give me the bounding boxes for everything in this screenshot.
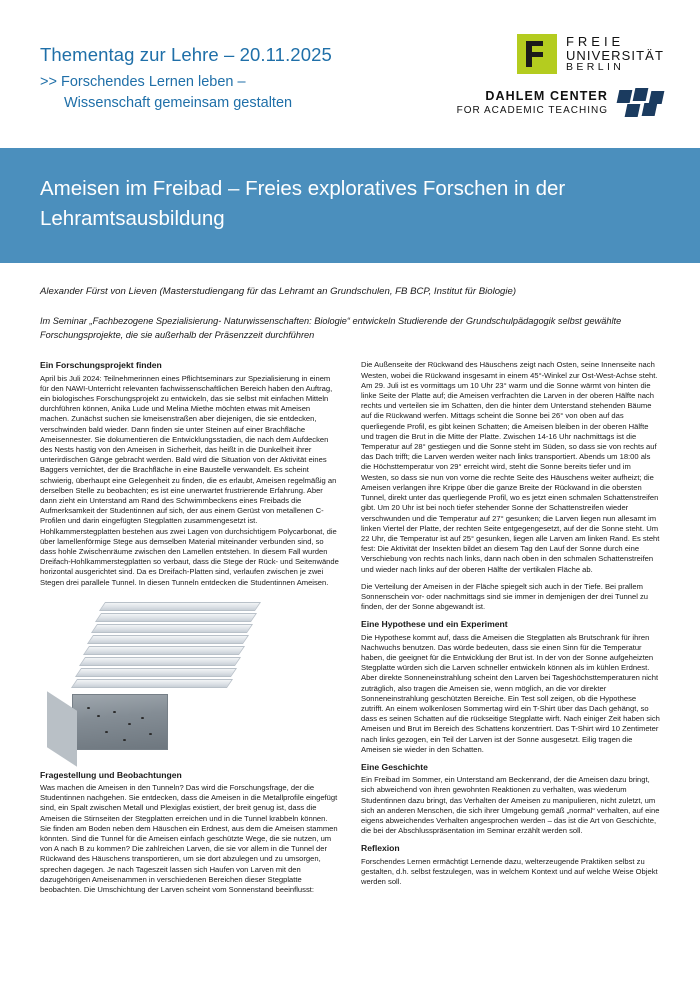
fu-berlin-logo [517, 34, 664, 74]
right-paragraph-2: Die Verteilung der Ameisen in der Fläche spiegelt sich auch in der Tiefe. Bei prallem Sonnenschein vor- oder nachmittags sind sie immer in demjenigen der drei Tunnel zu finden, der der Sonne abgewandt ist. [361, 581, 649, 612]
right-section4-heading: Reflexion [361, 843, 400, 854]
fu-seal-icon [517, 34, 557, 74]
poster-title: Ameisen im Freibad – Freies exploratives Forschen in der Lehramtsausbildung [40, 177, 566, 230]
author-line: Alexander Fürst von Lieven (Masterstudiengang für das Lehramt an Grundschulen, FB BCP, Institut für Biologie) [40, 286, 517, 298]
dahlem-center-text [457, 89, 608, 117]
document-meta [0, 263, 700, 342]
right-section3-heading: Eine Geschichte [361, 761, 428, 772]
header-left [40, 34, 332, 148]
fu-logo-text [566, 34, 664, 73]
left-column [40, 360, 339, 895]
dahlem-line2: FOR ACADEMIC TEACHING [456, 104, 608, 116]
left-section1-paragraph: April bis Juli 2024: Teilnehmerinnen eines Pflichtseminars zur Spezialisierung in einem für den NAWI-Unterricht relevanten fachwissenschaftlichen Bereich haben den Auftrag, ein biologisches Forschungsprojekt zu entwickeln, das sie selbst mit einfachen Mitteln durchführen können, Anika Lude und Melina Miethe möchten etwas mit Ameisen machen. Zunächst suchen sie kmeisenstraßen aber diejenigen, die sie entdecken, verschwinden bald wieder. Dann finden sie unter Steinen auf einer Brachfläche Ameisennester. Sie dokumentieren die Entwicklungsstadien, die nach dem Aufdecken des Nests hastig von den Ameisen in Sicherheit, das heißt in die Dunkelheit ihrer unterirdischen Gänge gebracht werden. Bald wird die Situation von der Aktivität eines Baggers vernichtet, der die Brachfläche in eine Baustelle verwandelt. Es scheint schwierig, überhaupt eine Gelegenheit zu finden, die es erlaubt, Ameisen regelmäßig an derselben Stelle zu beobachten; es ist eine unerwartet frustrierende Erfahrung. Aber dann zieht ein Unterstand am Rand des Schwimmbeckens eines Freibads die Aufmerksamkeit der Studentinnen auf sich, der aus einem Gerüst von metallenen C-Profilen und darin eingefügten Stegplatten zusammengesetzt ist. Hohlkammerstegplatten bestehen aus zwei Lagen von durchsichtigem Polycarbonat, die über lamellenförmige Stege aus demselben Material miteinander verbunden sind, so dass hohle Zwischenräume zwischen den Lamellen entstehen. In diesem Fall wurden Dreifach-Hohlkammerstegplatten so verbaut, dass die Stege der Rück- und Seitenwände horizontal ausgerichtet sind. Da es Dreifach-Platten sind, verlaufen zwischen je zwei Stegen drei parallele Tunnel. In diesen Tunneln entdecken die Studentinnen Ameisen. [40, 373, 339, 587]
document-header [0, 0, 700, 148]
cubes-icon [618, 88, 664, 118]
dahlem-line1: DAHLEM CENTER [485, 88, 608, 103]
right-section4-paragraph: Forschendes Lernen ermächtigt Lernende dazu, welterzeugende Praktiken selbst zu gestalten, d.h. selbst festzulegen, was in welchem Kontext und auf welche Weise Objekt werden soll. [361, 856, 658, 886]
fu-logo-line2: UNIVERSITÄT [565, 47, 664, 63]
event-subtitle [40, 72, 332, 114]
abstract-text: Im Seminar „Fachbezogene Spezialisierung- Naturwissenschaften: Biologie“ entwickeln Studierende der Grundschulpädagogik selbst gewählte Forschungsprojekte, die sie außerhalb der Präsenzzeit durchführen [40, 315, 622, 340]
fu-logo-line1: FREIE [565, 34, 625, 49]
right-paragraph-1: Die Außenseite der Rückwand des Häuschens zeigt nach Osten, seine Innenseite nach Westen, wobei die Rückwand insgesamt in einem 45°-Winkel zur Ost-West-Achse steht. Am 29. Juli ist es vormittags um 10 Uhr 23° warm und die Sonne wärmt von hinten die linke Seite der Platte auf; die Ameisen verfrachten die Larven in der oberen Hälfte nach rechts und verteilen sie im Schatten, den die hinter dem Unterstand stehenden Bäume auf die Rückwand werfen. Mittags scheint die Sonne bei 26° von oben auf das querliegende Profil, es gibt keinen Schatten; die Ameisen bleiben in der oberen Hälfte und tragen die Brut in die Mitte der Platte. Zwischen 14-16 Uhr nachmittags ist die Temperatur auf 28° gestiegen und die Sonne steht im Süden, so dass sie von rechts auf das Dach trifft; die Larven werden weiter nach links transportiert. Abends um 18:00 als die Höchsttemperatur von 29° erreicht wird, steht die Sonne bereits tiefer und im Westen, so dass sie nun von vorne die rechte Seite des Häuschens weiter aufheizt; die Ameisen verlangen ihre Krippe über die ganze Breite der Rückwand in die obersten Tunnel, direkt unter das querliegende Profil, wo es jetzt einen schmalen Schattenstreifen gibt. Um 20 Uhr ist bei noch tiefer stehender Sonne der Schattenstreifen wieder verschwunden und die Temperatur auf 27° gesunken; die Larven liegen nun allesamt im linken Viertel der Platte, der rechten Seite entgegengesetzt, auf der die Sonne steht. Um 22 Uhr, die Temperatur ist auf 25° gesunken, liegen alle Larven am linken Rand. Es steht fest: Die Aktivität der Insekten bildet an diesem Tag den Lauf der Sonne durch eine Verschiebung von rechts nach links, dann nach oben in den schmalen Schattenstreifen und wieder nach links auf der oberen Hälfte der vertikalen Fläche ab. [361, 360, 660, 574]
right-section2-paragraph: Die Hypothese kommt auf, dass die Ameisen die Stegplatten als Brutschrank für ihren Nachwuchs benutzen. Das würde bedeuten, dass sie einen Sinn für die Temperatur haben, die geeignet für die Entwicklung der Brut ist. In der von der Sonne aufgeheizten Stegplatte würden sich die Larven schneller entwickeln können als im kühlen Erdnest. Aber direkte Sonneneinstrahlung scheint den Larven bei Tageshöchsttemperaturen nicht zuträglich, also tragen die Ameisen sie, wenn möglich, an die vor direkter Sonneneinstrahlung geschützten Bereiche. Ein Test soll zeigen, ob die Hypothese zutrifft. An einem wolkenlosen Sommertag wird ein T-Shirt über das Dach gehängt, so dass es seinen Schatten auf die rückseitige Stegplatte wirft. Nach einiger Zeit haben sich Ameisen und Brut im Bereich des Schattens konzentriert. Das T-Shirt wird 10 Zentimeter nach links gezogen, ein Teil der Larven ist der Sonne ausgesetzt. Eilig tragen die Ameisen sie wieder in den Schatten. [361, 632, 660, 754]
body-columns [0, 342, 700, 895]
right-section3-paragraph: Ein Freibad im Sommer, ein Unterstand am Beckenrand, der die Ameisen dazu bringt, sich abweichend von ihren gewohnten Reaktionen zu verhalten, was wiederum Studentinnen dazu bringt, das Verhalten der Ameisen zu manipulieren, nicht zuletzt, um sich an anderen Menschen, die sich ihrer Umgebung gemäß „normal“ verhalten, auf eine eigens abweichendes Verhalten angesprochen werden – das ist die Art von Geschichte, die bei der Abschlusspräsentation im Seminar erzählt werden soll. [361, 775, 660, 836]
event-subtitle-line1: >> Forschendes Lernen leben – [40, 74, 246, 91]
right-column [361, 360, 660, 895]
figure-profile-block [72, 694, 168, 750]
left-section2-paragraph: Was machen die Ameisen in den Tunneln? Das wird die Forschungsfrage, der die Studentinnen nachgehen. Sie entdecken, dass die Ameisen in die Metallprofile eingefügt sind, ein Spalt zwischen Metall und Plexiglas existiert, der breit genug ist, dass die Ameisen die Stirnseiten der Stegplatten erreichen und in die Tunnel krabbeln können. Sie finden am Boden neben dem Häuschen ein Erdnest, aus dem die Ameisen stammen könnten. Sind die Tunnel für die Ameisen einfach geschützte Wege, die sie nutzen, um von A nach B zu kommen? Die zahlreichen Larven, die sie vor allem in die Tunnel der Rückwand des Häuschens transportieren, um sie dort abzulegen und zu umsorgen, sprechen dagegen. Je nach Tageszeit lassen sich Haufen von Larven mit den dazugehörigen Ameisenammen in verschiedenen Bereichen dieser Stegplatte beobachten. Die Umschichtung der Larven scheint vom Sonnenstand beeinflusst: [40, 783, 338, 895]
right-section2-heading: Eine Hypothese und ein Experiment [361, 619, 508, 630]
left-section1-heading: Ein Forschungsprojekt finden [40, 360, 162, 371]
left-section2-heading: Fragestellung und Beobachtungen [40, 769, 182, 780]
title-banner [0, 148, 700, 263]
stegplatten-illustration [40, 598, 339, 758]
header-logos [457, 34, 672, 148]
dahlem-center-logo [457, 88, 664, 118]
event-subtitle-line2: Wissenschaft gemeinsam gestalten [64, 95, 293, 112]
fu-logo-line3: BERLIN [565, 61, 625, 74]
event-title: Thementag zur Lehre – 20.11.2025 [40, 44, 332, 65]
